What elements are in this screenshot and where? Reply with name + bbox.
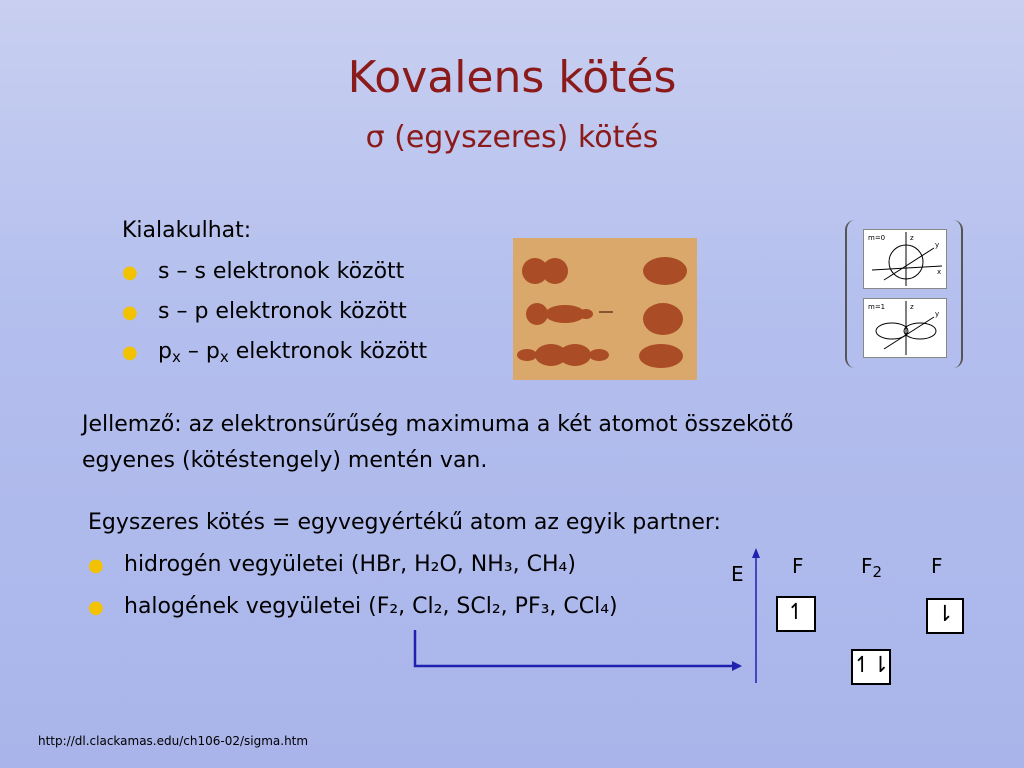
- bullet-s-s: s – s elektronok között: [158, 259, 405, 284]
- y-label: y: [935, 241, 940, 249]
- bullet-icon: ●: [122, 262, 138, 283]
- bullet-hydrogen-compounds: hidrogén vegyületei (HBr, H₂O, NH₃, CH₄): [124, 552, 576, 577]
- y-label: y: [935, 310, 940, 318]
- bonding-orbital-box: ↿⇂: [851, 649, 891, 685]
- characteristic-line2: egyenes (kötéstengely) mentén van.: [82, 448, 488, 473]
- slide-subtitle: σ (egyszeres) kötés: [365, 120, 659, 155]
- source-url: http://dl.clackamas.edu/ch106-02/sigma.htm: [38, 734, 309, 748]
- x-label: x: [937, 268, 942, 276]
- atomic-orbital-box-right: ⇂: [926, 598, 964, 634]
- bullet-icon: ●: [122, 342, 138, 363]
- z-label: z: [910, 303, 914, 311]
- atom-label-left: F: [792, 554, 804, 578]
- bullet-s-p: s – p elektronok között: [158, 299, 407, 324]
- bullet-icon: ●: [88, 555, 104, 576]
- intro-label: Kialakulhat:: [122, 218, 252, 243]
- bullet-halogen-compounds: halogének vegyületei (F₂, Cl₂, SCl₂, PF₃, CCl₄): [124, 594, 618, 619]
- z-label: z: [910, 234, 914, 242]
- atomic-orbital-box-left: ↿: [776, 596, 816, 632]
- m0-label: m=0: [868, 234, 886, 242]
- characteristic-line1: Jellemző: az elektronsűrűség maximuma a két atomot összekötő: [82, 412, 794, 437]
- bullet-px-px: $p_x - p_x$ elektronok között: [158, 339, 428, 366]
- atom-label-right: F: [931, 554, 943, 578]
- single-bond-definition: Egyszeres kötés = egyvegyértékű atom az egyik partner:: [88, 510, 721, 535]
- bullet-icon: ●: [88, 597, 104, 618]
- slide-title: Kovalens kötés: [347, 52, 677, 103]
- energy-axis-label: E: [731, 562, 744, 586]
- m1-label: m=1: [868, 303, 886, 311]
- bullet-icon: ●: [122, 302, 138, 323]
- molecule-label: $F_2$: [861, 554, 883, 581]
